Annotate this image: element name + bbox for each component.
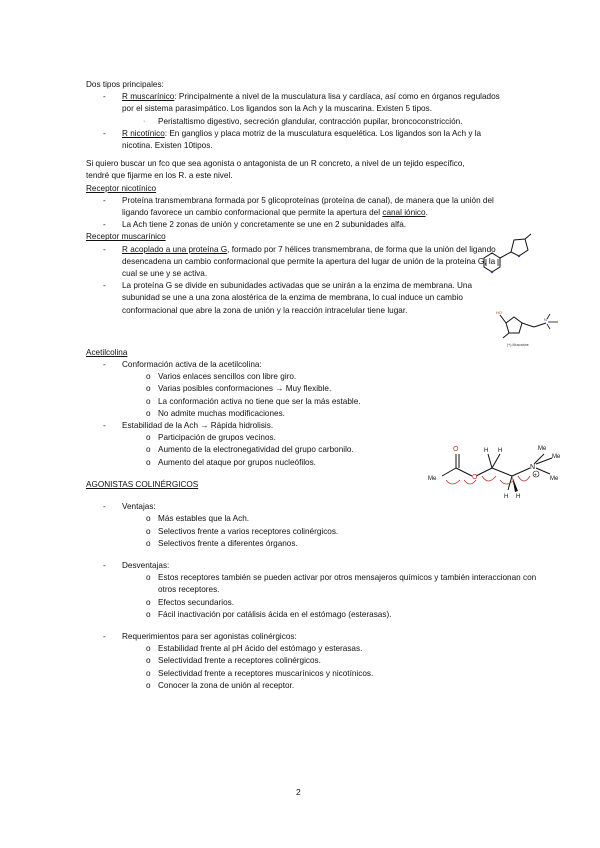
dash-bullet: -: [103, 92, 106, 102]
o-bullet: o: [146, 372, 151, 382]
o-bullet: o: [146, 408, 151, 418]
term-r-nicotinico: R nicotínico: [122, 128, 165, 138]
ach-o-ester-label: O: [472, 474, 478, 481]
ach-h-label: H: [516, 494, 521, 500]
o-bullet: o: [146, 384, 151, 394]
o-bullet: o: [146, 526, 151, 536]
o-bullet: o: [146, 644, 151, 654]
section-heading-agonistas: AGONISTAS COLINÉRGICOS: [86, 479, 199, 489]
list-subitem: o Aumento del ataque por grupos nucleófilos.: [86, 457, 470, 469]
term-r-muscarinico: R muscarínico: [122, 92, 175, 102]
list-subitem: o Selectividad frente a receptores muscarínicos y nicotínicos.: [86, 668, 470, 680]
section-heading-muscarinico: Receptor muscarínico: [86, 232, 166, 242]
o-bullet: o: [146, 656, 151, 666]
list-item: - Estabilidad de la Ach → Rápida hidrolisis.: [86, 420, 422, 432]
o-bullet: o: [146, 457, 151, 467]
nicotine-structure-figure: [478, 228, 538, 276]
o-bullet: o: [146, 433, 151, 443]
list-item: - Conformación activa de la acetilcolina:: [86, 359, 422, 371]
ach-me-label: Me: [428, 476, 437, 482]
ach-n-label: N: [530, 464, 536, 471]
dash-bullet: -: [103, 195, 106, 205]
muscarine-structure-figure: [490, 305, 572, 355]
text-r-muscarinico: : Principalmente a nivel de la musculatura lisa y cardíaca, así como en órganos regulados por el sistema parasimpático. Los ligandos son la Ach y la muscarina. Existen 5 tipos.: [122, 92, 500, 114]
ach-plus-label: +: [534, 472, 537, 479]
list-item: - Proteína transmembrana formada por 5 glicoproteínas (proteína de canal), de manera que la unión del ligando favorece un cambio conformacional que permite la apertura del canal iónico.: [103, 195, 494, 218]
o-bullet: o: [146, 514, 151, 524]
acetylcholine-structure-figure: [426, 436, 576, 504]
section-heading-nicotinico: Receptor nicotínico: [86, 183, 157, 193]
o-bullet: o: [146, 680, 151, 690]
list-subitem: o Varios enlaces sencillos con libre giro.: [86, 371, 470, 383]
list-item: - La proteína G se divide en subunidades activadas que se unirán a la enzima de membrana. Una subunidad se une a una zona alostérica de la enzima de membrana, lo cual induce un cambio conformacional que abre la zona de unión y la reacción intracelular tiene lugar.: [103, 281, 473, 315]
muscarine-caption: (+)-Muscarine: [507, 343, 529, 347]
dash-bullet: -: [103, 560, 106, 570]
svg-text:HO: HO: [496, 310, 502, 315]
ach-h-label: H: [484, 448, 489, 454]
list-item-muscarinico: [86, 91, 506, 115]
list-subitem: o Más estables que la Ach.: [86, 513, 470, 525]
list-item: - La Ach tiene 2 zonas de unión y concretamente se une en 2 subunidades alfa.: [86, 219, 506, 231]
list-subitem: o Selectivos frente a varios receptores colinérgicos.: [86, 526, 470, 538]
intro-heading: Dos tipos principales:: [86, 80, 164, 89]
o-bullet: o: [146, 396, 151, 406]
o-bullet: o: [146, 609, 151, 619]
ach-me-label: Me: [552, 454, 561, 460]
list-item: - R acoplado a una proteína G, formado por 7 hélices transmembrana, de forma que la unión del ligando desencadena un cambio conformacional que permite la apertura del lugar de unión de la proteína G, la cual se une y se activa.: [103, 244, 496, 279]
dash-bullet: -: [103, 281, 106, 291]
list-subitem: o Varias posibles conformaciones → Muy flexible.: [86, 383, 470, 395]
section-heading-acetilcolina: Acetilcolina: [86, 347, 128, 357]
list-item: - Ventajas:: [86, 501, 470, 513]
dash-bullet: -: [103, 631, 106, 641]
o-bullet: o: [146, 445, 151, 455]
list-subitem: o Aumento de la electronegatividad del grupo carbonilo.: [86, 444, 470, 456]
dash-bullet: -: [103, 502, 106, 512]
list-subitem: o Estabilidad frente al pH ácido del estómago y esterasas.: [86, 643, 470, 655]
dash-bullet: -: [103, 244, 106, 254]
ach-o-label: O: [453, 446, 459, 453]
r-acoplado-link: R acoplado a una proteína G: [122, 244, 228, 254]
ach-h-label: H: [498, 448, 503, 454]
list-subitem: o Fácil inactivación por catálisis ácida en el estómago (esterasas).: [86, 609, 470, 621]
list-subitem: o No admite muchas modificaciones.: [86, 408, 470, 420]
list-item: - Requerimientos para ser agonistas colinérgicos:: [86, 631, 470, 643]
ach-h-label: H: [504, 494, 509, 500]
o-bullet: o: [146, 573, 151, 583]
list-subitem: o Selectividad frente a receptores colinérgicos.: [86, 655, 470, 667]
list-subitem: o Participación de grupos vecinos.: [86, 432, 470, 444]
list-subitem: o Estos receptores también se pueden activar por otros mensajeros químicos y también interaccionan con otros receptores.: [146, 573, 537, 595]
list-item: - Desventajas:: [86, 560, 470, 572]
dash-bullet: -: [103, 220, 106, 230]
list-subitem: o Selectivos frente a diferentes órganos.: [86, 538, 470, 550]
ach-me-label: Me: [538, 446, 547, 452]
list-subitem: o Efectos secundarios.: [86, 597, 470, 609]
svg-text:N: N: [544, 317, 547, 322]
dash-bullet: -: [103, 360, 106, 370]
list-subitem: o Conocer la zona de unión al receptor.: [86, 680, 470, 692]
dash-bullet: -: [103, 128, 106, 138]
text-r-nicotinico: : En ganglios y placa motriz de la musculatura esquelética. Los ligandos son la Ach y la nicotina. Existen 10tipos.: [122, 128, 482, 151]
list-item-nicotinico: [86, 128, 506, 152]
page-number: 2: [296, 787, 301, 797]
list-subitem: · Peristaltismo digestivo, secreción glandular, contracción pupilar, broncoconstricción.: [86, 116, 542, 128]
dot-bullet: ·: [143, 117, 146, 125]
intro-paragraph: Si quiero buscar un fco que sea agonista o antagonista de un R concreto, a nivel de un tejido específico, tendré que fijarme en los R. a este nivel.: [86, 159, 465, 181]
o-bullet: o: [146, 597, 151, 607]
ach-me-label: Me: [550, 476, 559, 482]
o-bullet: o: [146, 538, 151, 548]
list-subitem: o La conformación activa no tiene que ser la más estable.: [86, 396, 470, 408]
o-bullet: o: [146, 668, 151, 678]
canal-ionico-link: canal iónico: [382, 208, 426, 218]
dash-bullet: -: [103, 421, 106, 431]
